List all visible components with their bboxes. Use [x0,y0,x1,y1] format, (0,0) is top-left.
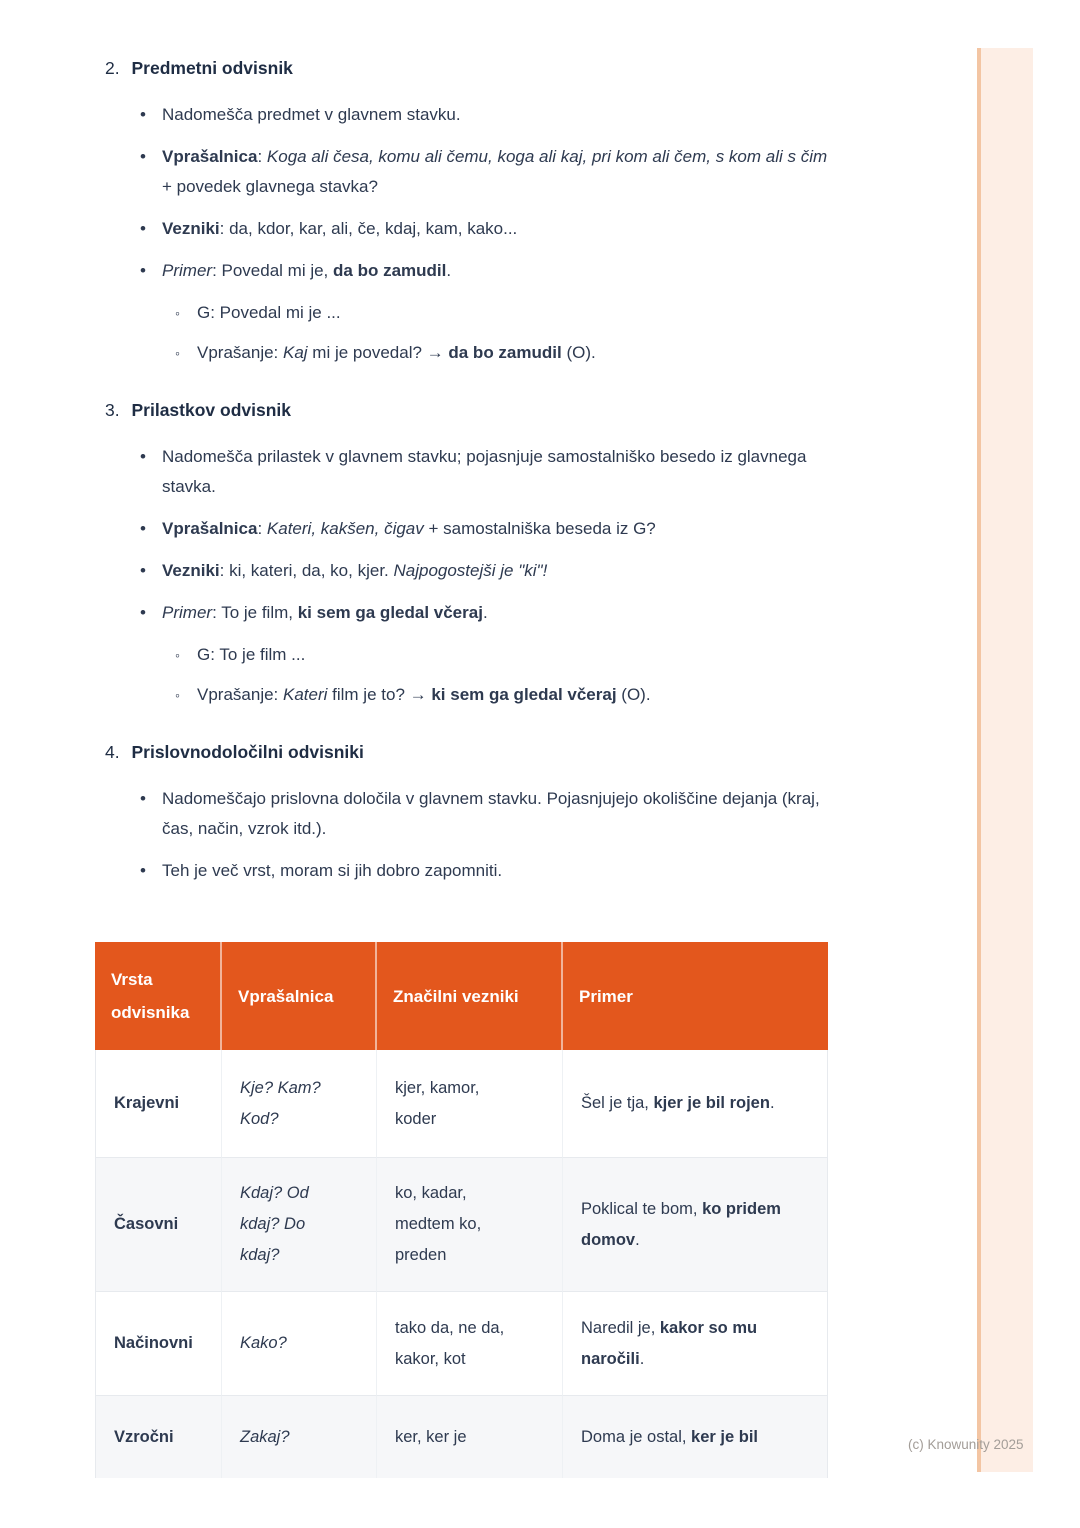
text-run: ker je bil [691,1428,758,1446]
section-title: Predmetni odvisnik [131,58,293,78]
table-cell [95,1158,222,1292]
text-run: preden [395,1246,447,1264]
text-run: . [769,1094,775,1112]
bullet-item [105,680,832,710]
text-run: Primer [162,603,213,622]
table-cell [95,1292,222,1396]
table-head [95,942,828,1050]
text-run: Kako? [240,1334,287,1352]
text-run: : Povedal mi je, [212,261,334,280]
text-run: Primer [162,261,213,280]
bullet-item [105,856,832,886]
table-row [95,1158,828,1292]
table-cell [377,1050,563,1158]
section-heading [105,398,832,422]
text-run: Kaj [283,343,308,362]
bullet-text [162,514,832,544]
bullet-text [197,640,832,670]
text-run: Kateri [283,685,328,704]
bullet-item [105,784,832,844]
table-cell [222,1292,377,1396]
text-run: medtem ko, [395,1215,482,1233]
text-run: kjer, kamor, [395,1078,480,1097]
text-run: Vprašalnica [162,519,258,538]
table-header-cell: Vprašalnica [222,942,377,1050]
text-run: Krajevni [114,1094,180,1112]
bullet-item [105,442,832,502]
text-run: kdaj? [240,1246,280,1264]
table-cell [222,1396,377,1478]
bullet-marker: • [140,219,146,238]
text-run: + samostalniška beseda iz G? [423,519,656,538]
text-run: Vprašalnica [162,147,258,166]
bullet-text [162,856,832,886]
table-cell [222,1158,377,1292]
text-run: Kje? Kam? [240,1078,321,1097]
section-heading [105,740,832,764]
bullet-marker: • [140,561,146,580]
bullet-text [162,214,832,244]
table-header-cell: Primer [563,942,828,1050]
bullet-marker: • [140,789,146,808]
text-run: film je to? → [327,685,432,704]
adverbial-clause-table-wrapper [95,942,828,1478]
text-run: domov [581,1230,636,1249]
text-run: Koga ali česa, komu ali čemu, koga ali kaj, pri kom ali čem, s kom ali s čim [266,147,828,166]
bullet-item [105,142,832,202]
bullet-item [105,100,832,130]
text-run: Poklical te bom, [581,1199,703,1218]
text-run: Naredil je, [581,1318,660,1337]
text-run: Kdaj? Od [240,1184,309,1202]
bullet-item [105,556,832,586]
text-run: . [446,261,452,280]
text-run: ki sem ga gledal včeraj [297,603,483,622]
table-header-row [95,942,828,1050]
text-run: : To je film, [212,603,298,622]
bullet-text [197,338,832,368]
bullet-marker: • [140,447,146,466]
table-cell [222,1050,377,1158]
text-run: Zakaj? [240,1428,290,1446]
section-heading [105,56,832,80]
table-row [95,1050,828,1158]
table-cell [377,1292,563,1396]
text-run: : ki, kateri, da, ko, kjer. [219,561,394,580]
text-run: Vprašanje: [197,685,283,704]
table-cell [377,1158,563,1292]
text-run: Teh je več vrst, moram si jih dobro zapomniti. [162,861,503,880]
bullet-marker: • [140,603,146,622]
text-run: Vzročni [114,1428,174,1446]
text-run: koder [395,1109,437,1128]
bullet-text [162,100,832,130]
section-title: Prislovnodoločilni odvisniki [131,742,364,762]
text-run: Načinovni [114,1334,193,1352]
text-run: Doma je ostal, [581,1428,692,1446]
bullet-marker: • [140,105,146,124]
table-cell [563,1396,828,1478]
text-run: Kod? [240,1109,279,1128]
bullet-marker: ◦ [175,345,180,361]
table-body [95,1050,828,1478]
bullet-text [162,598,832,628]
text-run: G: To je film ... [197,645,306,664]
text-run: Vezniki [162,561,220,580]
bullet-text [162,256,832,286]
table-header-cell: Vrsta odvisnika [95,942,222,1050]
bullet-text [162,556,832,586]
text-run: Šel je tja, [581,1094,654,1112]
table-header-cell: Značilni vezniki [377,942,563,1050]
bullet-item [105,598,832,628]
content-sections [105,56,832,898]
bullet-text [162,442,832,502]
bullet-item [105,214,832,244]
text-run: ker, ker je [395,1428,467,1446]
text-run: ko pridem [702,1199,781,1218]
text-run: . [639,1349,645,1368]
bullet-text [162,142,832,202]
table-cell [563,1292,828,1396]
text-run: : [257,519,267,538]
section-number: 4. [105,742,120,762]
text-run: kdaj? Do [240,1215,306,1233]
text-run: kjer je bil rojen [653,1094,770,1112]
table-cell [95,1396,222,1478]
text-run: : [257,147,267,166]
text-run: . [635,1230,640,1249]
text-run: Kateri, kakšen, čigav [266,519,424,538]
bullet-item [105,514,832,544]
section-number: 3. [105,400,120,420]
bullet-item [105,256,832,286]
copyright-note: (c) Knowunity 2025 [908,1437,1024,1452]
text-run: kakor, kot [395,1349,466,1368]
table-cell [563,1050,828,1158]
text-run: Nadomeščajo prislovna določila v glavnem stavku. Pojasnjujejo okoliščine dejanja (kraj, čas, način, vzrok itd.). [162,789,820,838]
adverbial-clause-table [95,942,828,1478]
text-run: mi je povedal? → [307,343,449,362]
bullet-marker: • [140,261,146,280]
text-run: tako da, ne da, [395,1318,505,1337]
text-run: Vezniki [162,219,220,238]
text-run: Nadomešča prilastek v glavnem stavku; pojasnjuje samostalniško besedo iz glavnega stavka. [162,447,807,496]
table-row [95,1396,828,1478]
text-run: : da, kdor, kar, ali, če, kdaj, kam, kako... [219,219,518,238]
text-run: Najpogostejši je "ki"! [393,561,548,580]
section-title: Prilastkov odvisnik [131,400,291,420]
section-number: 2. [105,58,120,78]
bullet-text [162,784,832,844]
bullet-marker: ◦ [175,647,180,663]
table-row [95,1292,828,1396]
text-run: (O). [616,685,651,704]
table-cell [563,1158,828,1292]
text-run: ko, kadar, [395,1184,467,1202]
bullet-marker: • [140,147,146,166]
text-run: G: Povedal mi je ... [197,303,341,322]
text-run: Vprašanje: [197,343,283,362]
bullet-marker: ◦ [175,687,180,703]
bullet-text [197,680,832,710]
table-cell [377,1396,563,1478]
bullet-marker: • [140,861,146,880]
right-margin-stripe [977,48,1033,1472]
table-cell [95,1050,222,1158]
bullet-marker: ◦ [175,305,180,321]
bullet-marker: • [140,519,146,538]
text-run: + povedek glavnega stavka? [162,177,378,196]
text-run: Nadomešča predmet v glavnem stavku. [162,105,461,124]
text-run: naročili [581,1349,640,1368]
text-run: ki sem ga gledal včeraj [431,685,617,704]
text-run: da bo zamudil [333,261,447,280]
bullet-text [197,298,832,328]
text-run: kakor so mu [659,1318,758,1337]
text-run: (O). [561,343,596,362]
text-run: . [482,603,488,622]
bullet-item [105,338,832,368]
bullet-item [105,298,832,328]
bullet-item [105,640,832,670]
text-run: da bo zamudil [448,343,562,362]
text-run: Časovni [114,1215,179,1233]
